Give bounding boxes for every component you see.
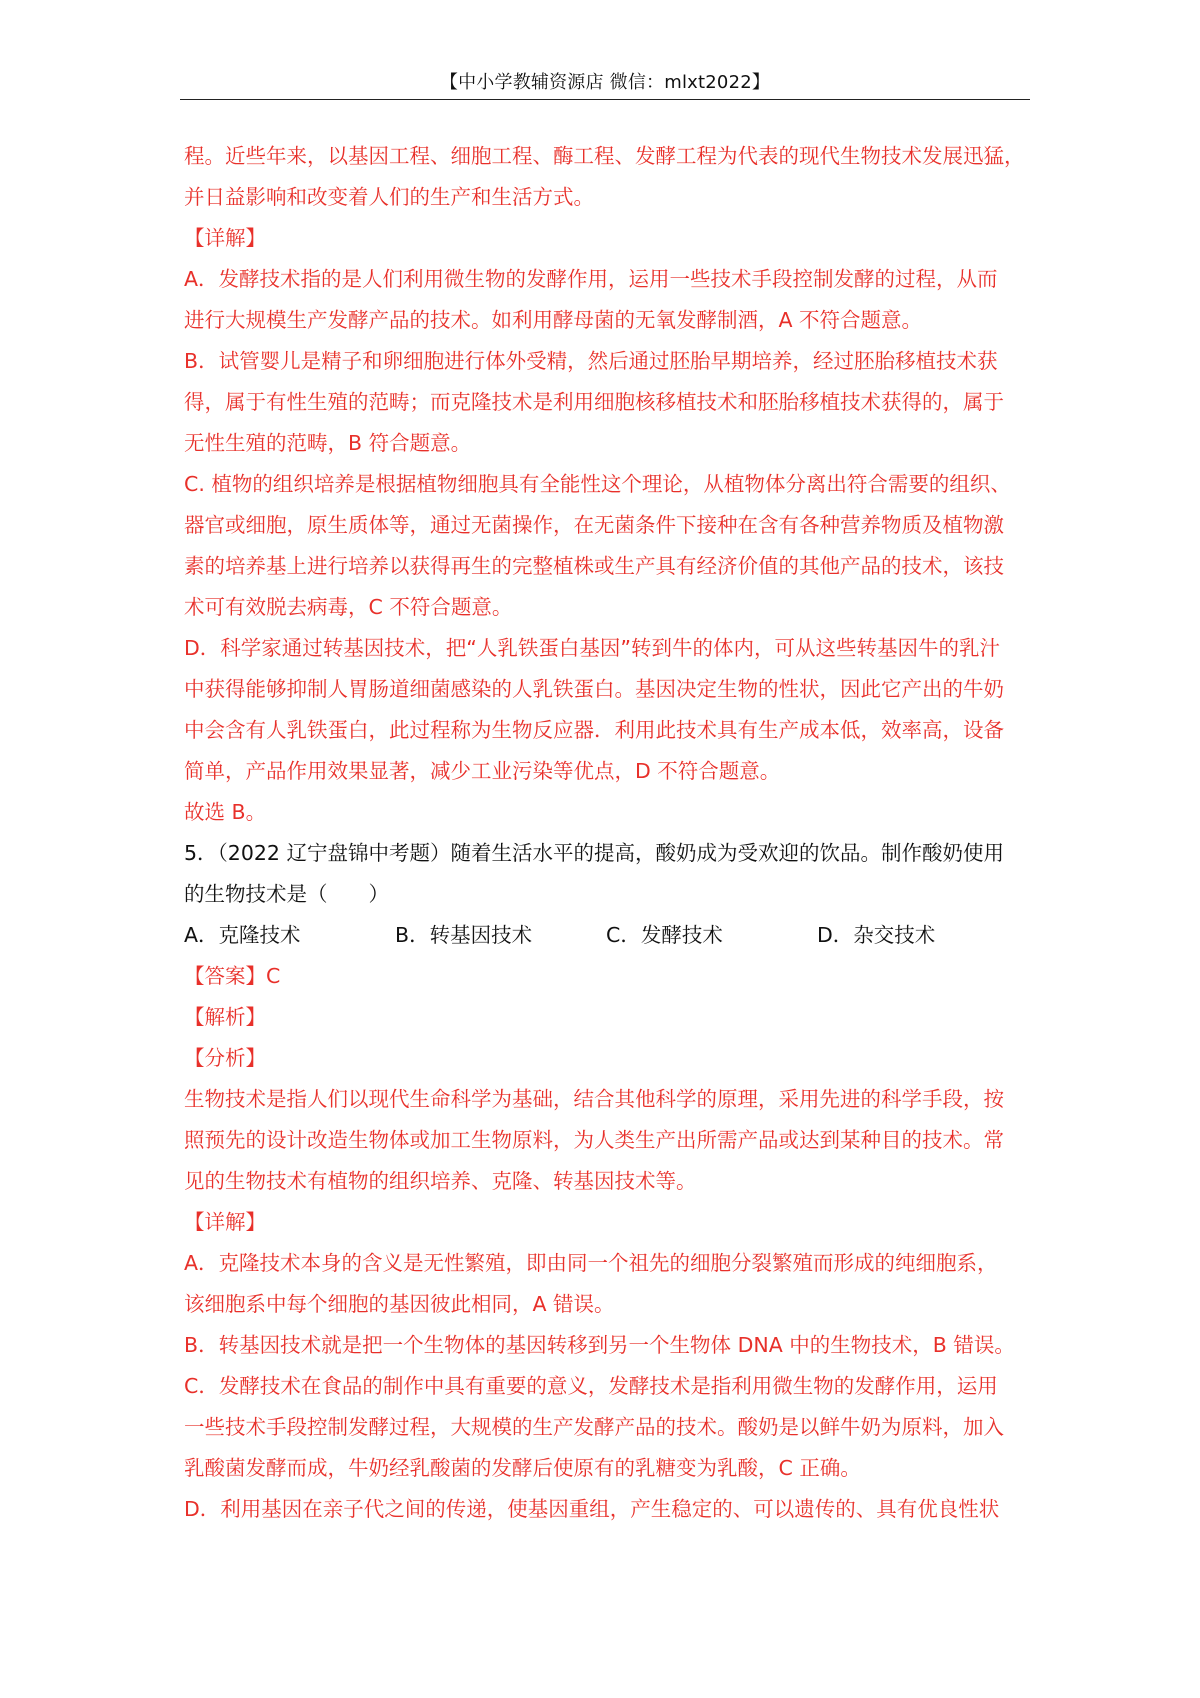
text-line: 生物技术是指人们以现代生命科学为基础，结合其他科学的原理，采用先进的科学手段，按: [184, 1087, 1004, 1111]
section-heading-analysis: 【解析】: [184, 1005, 266, 1029]
option-d: D．杂交技术: [817, 923, 936, 947]
header-text: 【中小学教辅资源店 微信：mlxt2022】: [439, 72, 771, 93]
option-b: B．转基因技术: [395, 923, 533, 947]
text-line: 乳酸菌发酵而成，牛奶经乳酸菌的发酵后使原有的乳糖变为乳酸，C 正确。: [184, 1456, 861, 1480]
text-line: 素的培养基上进行培养以获得再生的完整植株或生产具有经济价值的其他产品的技术，该技: [184, 554, 1004, 578]
section-heading-detail: 【详解】: [184, 1210, 266, 1234]
text-line: 简单，产品作用效果显著，减少工业污染等优点，D 不符合题意。: [184, 759, 781, 783]
text-line: C. 植物的组织培养是根据植物细胞具有全能性这个理论，从植物体分离出符合需要的组织、: [184, 472, 1011, 496]
text-line: D．利用基因在亲子代之间的传递，使基因重组，产生稳定的、可以遗传的、具有优良性状: [184, 1497, 1000, 1521]
header-divider: [180, 99, 1030, 100]
section-heading-breakdown: 【分析】: [184, 1046, 266, 1070]
answer-line: 【答案】C: [184, 964, 281, 988]
text-line: A．发酵技术指的是人们利用微生物的发酵作用，运用一些技术手段控制发酵的过程，从而: [184, 267, 998, 291]
text-line: 术可有效脱去病毒，C 不符合题意。: [184, 595, 513, 619]
page-header: [180, 0, 1030, 100]
option-a: A．克隆技术: [184, 923, 301, 947]
text-line: D．科学家通过转基因技术，把“人乳铁蛋白基因”转到牛的体内，可从这些转基因牛的乳汁: [184, 636, 1001, 660]
text-line: 该细胞系中每个细胞的基因彼此相同，A 错误。: [184, 1292, 615, 1316]
question-stem: 的生物技术是（ ）: [184, 882, 389, 906]
text-line: 进行大规模生产发酵产品的技术。如利用酵母菌的无氧发酵制酒，A 不符合题意。: [184, 308, 923, 332]
answer-conclusion: 故选 B。: [184, 800, 267, 824]
text-line: A．克隆技术本身的含义是无性繁殖，即由同一个祖先的细胞分裂繁殖而形成的纯细胞系，: [184, 1251, 998, 1275]
question-options: [184, 915, 1032, 956]
question-stem: 5．（2022 辽宁盘锦中考题）随着生活水平的提高，酸奶成为受欢迎的饮品。制作酸奶使用: [184, 841, 1004, 865]
text-line: 器官或细胞，原生质体等，通过无菌操作，在无菌条件下接种在含有各种营养物质及植物激: [184, 513, 1004, 537]
text-line: 中获得能够抑制人胃肠道细菌感染的人乳铁蛋白。基因决定生物的性状，因此它产出的牛奶: [184, 677, 1004, 701]
text-line: B．试管婴儿是精子和卵细胞进行体外受精，然后通过胚胎早期培养，经过胚胎移植技术获: [184, 349, 998, 373]
text-line: C．发酵技术在食品的制作中具有重要的意义，发酵技术是指利用微生物的发酵作用，运用: [184, 1374, 998, 1398]
text-line: 无性生殖的范畴，B 符合题意。: [184, 431, 472, 455]
text-line: 并日益影响和改变着人们的生产和生活方式。: [184, 185, 594, 209]
option-c: C．发酵技术: [606, 923, 723, 947]
text-line: 见的生物技术有植物的组织培养、克隆、转基因技术等。: [184, 1169, 697, 1193]
text-line: B．转基因技术就是把一个生物体的基因转移到另一个生物体 DNA 中的生物技术，B 错误。: [184, 1333, 1015, 1357]
text-line: 得，属于有性生殖的范畴；而克隆技术是利用细胞核移植技术和胚胎移植技术获得的，属于: [184, 390, 1004, 414]
text-line: 一些技术手段控制发酵过程，大规模的生产发酵产品的技术。酸奶是以鲜牛奶为原料，加入: [184, 1415, 1004, 1439]
section-heading-detail: 【详解】: [184, 226, 266, 250]
text-line: 照预先的设计改造生物体或加工生物原料，为人类生产出所需产品或达到某种目的技术。常: [184, 1128, 1004, 1152]
text-line: 程。近些年来，以基因工程、细胞工程、酶工程、发酵工程为代表的现代生物技术发展迅猛，: [184, 144, 1025, 168]
text-line: 中会含有人乳铁蛋白，此过程称为生物反应器．利用此技术具有生产成本低，效率高，设备: [184, 718, 1004, 742]
document-body: [184, 136, 1032, 1530]
